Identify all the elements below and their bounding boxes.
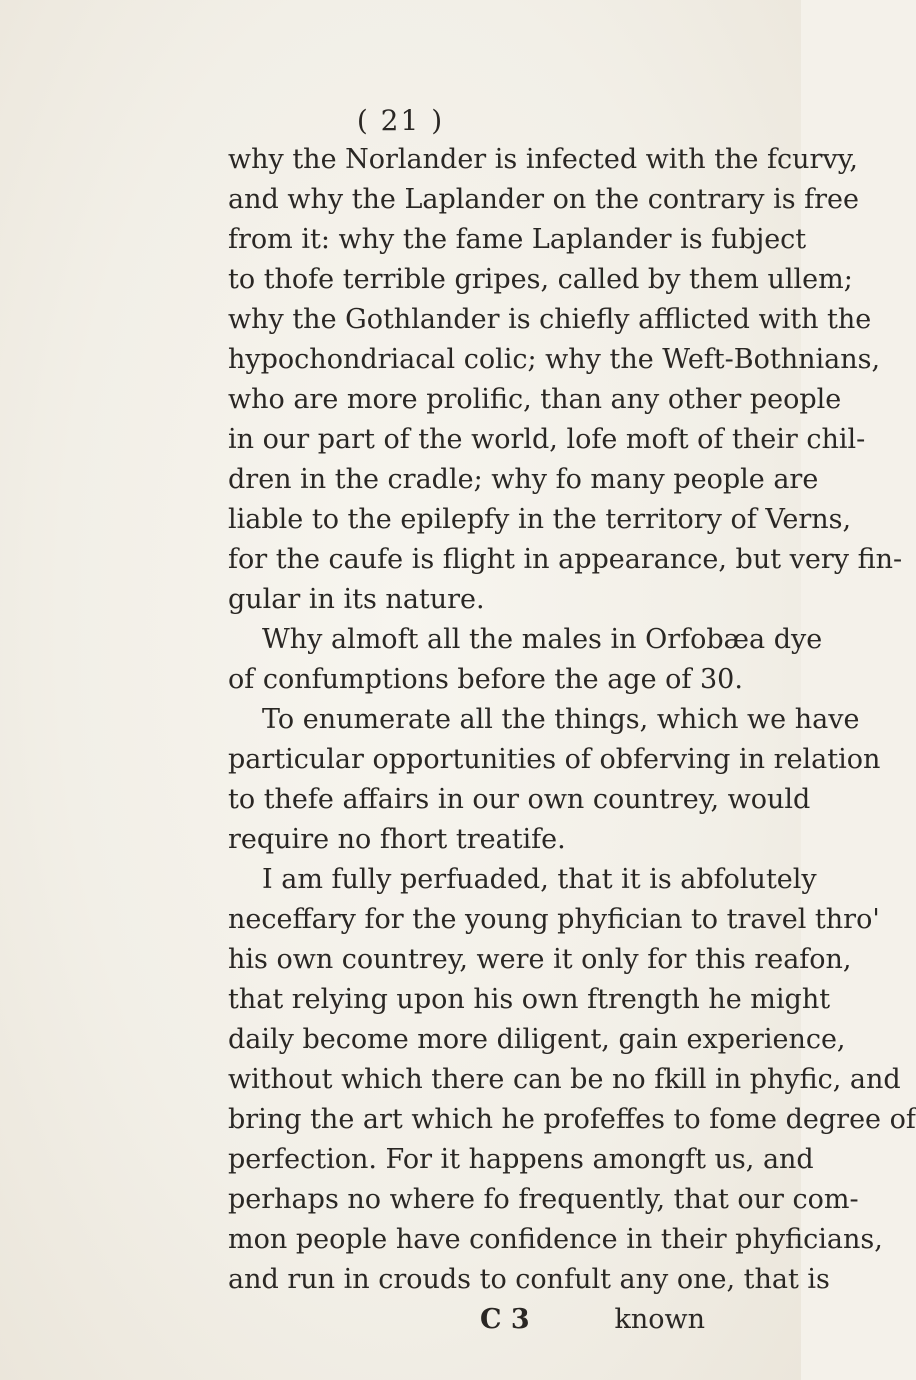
text-line: bring the art which he profeffes to fome degree of <box>228 1104 916 1135</box>
text-line: perhaps no where fo frequently, that our com- <box>228 1184 859 1215</box>
text-line: dren in the cradle; why fo many people are <box>228 464 819 495</box>
text-line: to thofe terrible gripes, called by them ullem; <box>228 264 853 295</box>
text-line: liable to the epilepfy in the territory of Verns, <box>228 504 852 535</box>
text-line: daily become more diligent, gain experience, <box>228 1024 846 1055</box>
text-line: from it: why the fame Laplander is fubject <box>228 224 807 255</box>
text-line: in our part of the world, lofe moft of their chil- <box>228 424 866 455</box>
text-line: hypochondriacal colic; why the Weft-Bothnians, <box>228 344 881 375</box>
text-line: why the Gothlander is chiefly afflicted with the <box>228 304 872 335</box>
text-line: to thefe affairs in our own countrey, would <box>228 784 811 815</box>
text-line: particular opportunities of obferving in relation <box>228 744 881 775</box>
text-line: perfection. For it happens amongft us, and <box>228 1144 814 1175</box>
text-line: without which there can be no fkill in phyfic, and <box>228 1064 901 1095</box>
text-line: To enumerate all the things, which we have <box>262 704 860 735</box>
text-line: and run in crouds to confult any one, that is <box>228 1264 830 1295</box>
text-line: require no fhort treatife. <box>228 824 566 855</box>
signature-mark: C 3 <box>480 1304 530 1335</box>
text-line: neceffary for the young phyfician to travel thro' <box>228 904 880 935</box>
page-number: ( 21 ) <box>356 104 445 137</box>
text-line: that relying upon his own ftrength he might <box>228 984 831 1015</box>
text-line: gular in its nature. <box>228 584 485 615</box>
text-line: who are more prolific, than any other people <box>228 384 842 415</box>
catchword: known <box>614 1304 705 1335</box>
text-line: of confumptions before the age of 30. <box>228 664 743 695</box>
text-line: Why almoft all the males in Orfobæa dye <box>262 624 823 655</box>
text-line: for the caufe is flight in appearance, but very fin- <box>228 544 903 575</box>
text-line: why the Norlander is infected with the fcurvy, <box>228 144 858 175</box>
text-line: I am fully perfuaded, that it is abfolutely <box>262 864 817 895</box>
text-line: his own countrey, were it only for this reafon, <box>228 944 852 975</box>
text-line: and why the Laplander on the contrary is free <box>228 184 859 215</box>
text-line: mon people have confidence in their phyficians, <box>228 1224 883 1255</box>
